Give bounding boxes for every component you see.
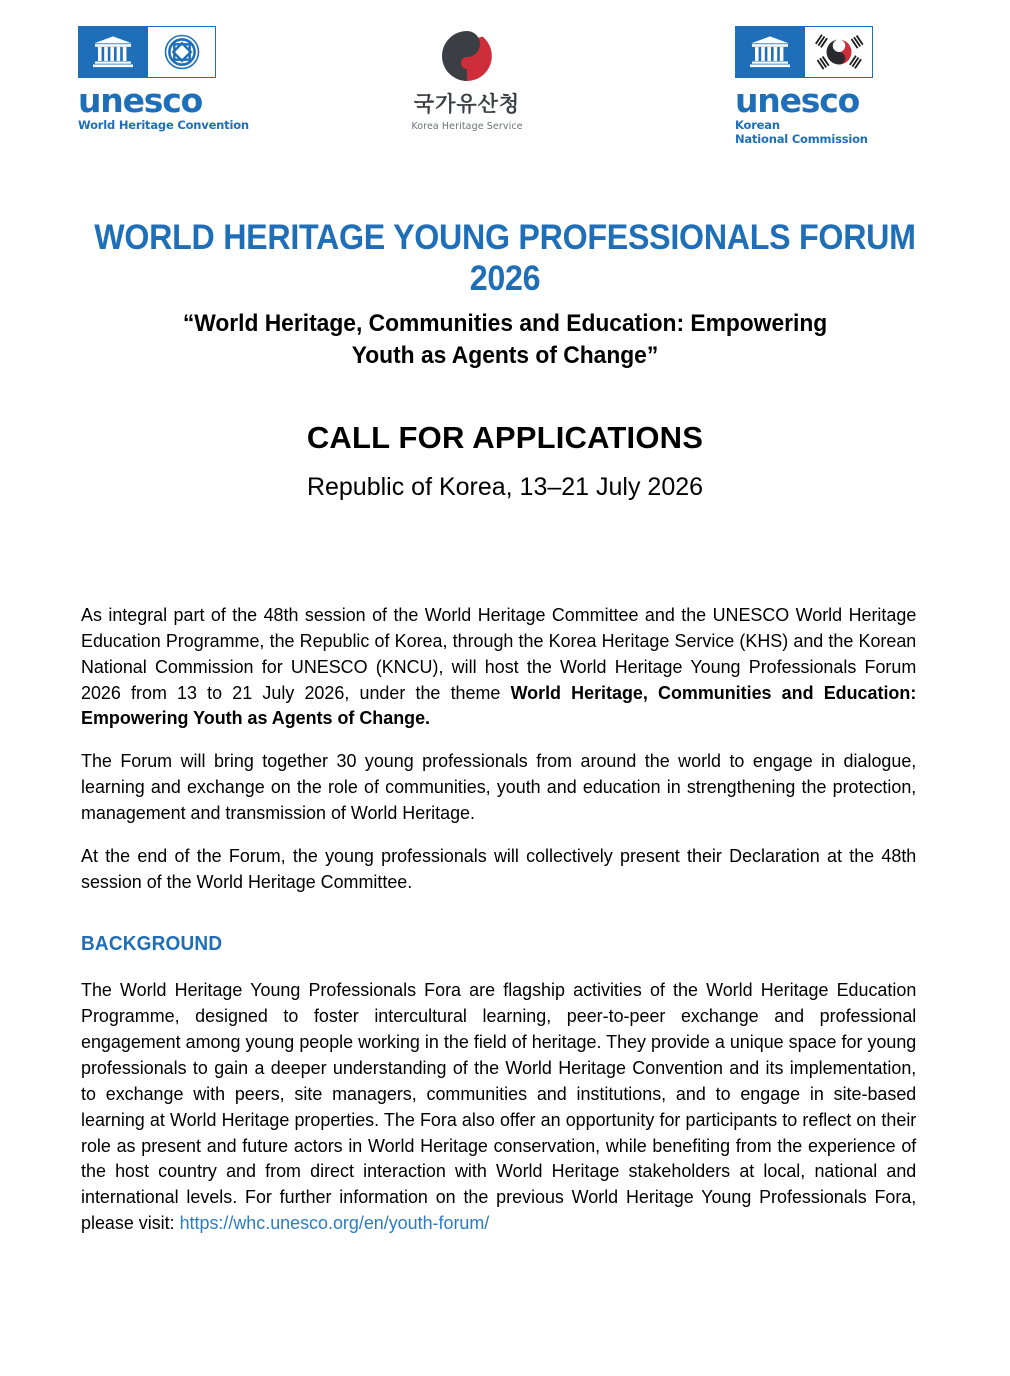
background-paragraph-1-text: The World Heritage Young Professionals Fora are flagship activities of the World Heritage Education Programme, designed to foster intercultural learning, peer-to-peer exchange and professional engagement among young people working in the field of heritage. They provide a unique space for young professionals to gain a deeper understanding of the World Heritage Convention and its implementation, to exchange with peers, site managers, communities and institutions, and to engage in site-based learning at World Heritage properties. The Fora also offer an opportunity for participants to reflect on their role as present and future actors in World Heritage conservation, while benefiting from the experience of the host country and from direct interaction with World Heritage stakeholders at local, national and international levels. For further information on the previous World Heritage Young Professionals Fora, please visit: [81,980,917,1234]
world-heritage-emblem-icon [147,27,215,77]
khs-name-korean: 국가유산청 [413,92,521,116]
logo-korea-heritage-service [398,26,536,132]
intro-paragraph-2: The Forum will bring together 30 young professionals from around the world to engage in dialogue, learning and exchange on the role of communities, youth and education in strengthening the protection, management and transmission of World Heritage. [81,751,917,823]
intro-paragraph-1 [81,603,916,732]
korean-flag-icon [804,27,872,77]
forum-theme-inline-bold: World Heritage, Communities and Education: Empowering Youth as Agents of Change. [81,682,917,729]
unesco-temple-icon [736,27,804,77]
khs-name-english: Korea Heritage Service [411,121,523,132]
unesco-emblem-box [78,26,216,78]
youth-forum-link[interactable]: https://whc.unesco.org/en/youth-forum/ [179,1213,490,1234]
logo-unesco-world-heritage-convention [78,26,249,133]
logo-unesco-korean-national-commission [735,26,873,146]
unesco-whc-subtitle: World Heritage Convention [78,118,249,133]
document-body [81,603,929,1237]
location-and-dates: Republic of Korea, 13–21 July 2026 [306,473,704,501]
unesco-emblem-box-kncu [735,26,873,78]
unesco-wordmark: unesco [78,81,203,120]
intro-paragraph-1-text: As integral part of the 48th session of the World Heritage Committee and the UNESCO World Heritage Education Programme, the Republic of Korea, through the Korea Heritage Service (KHS) and the Korean National Commission for UNESCO (KNCU), will host the World Heritage Young Professionals Forum 2026 from 13 to 21 July 2026, under the theme [81,605,917,703]
kncu-subtitle [735,119,873,146]
forum-theme: “World Heritage, Communities and Education: Empowering Youth as Agents of Change” [182,310,828,369]
section-heading-background: BACKGROUND [81,933,223,956]
page-title-line1: WORLD HERITAGE YOUNG PROFESSIONALS FORUM [94,218,916,257]
logo-strip [0,26,1010,146]
unesco-wordmark: unesco [735,81,860,120]
intro-paragraph-3: At the end of the Forum, the young professionals will collectively present their Declaration at the 48th session of the World Heritage Committee. [81,845,917,892]
taegeuk-swirl-icon [398,26,536,86]
page-title [86,218,923,300]
kncu-subtitle-line2: National Commission [735,131,868,146]
page-title-line2: 2026 [469,258,541,298]
kncu-subtitle-line1: Korean [735,118,780,133]
unesco-temple-icon [79,27,147,77]
call-for-applications-heading: CALL FOR APPLICATIONS [306,420,704,455]
background-paragraph-1 [81,978,916,1236]
